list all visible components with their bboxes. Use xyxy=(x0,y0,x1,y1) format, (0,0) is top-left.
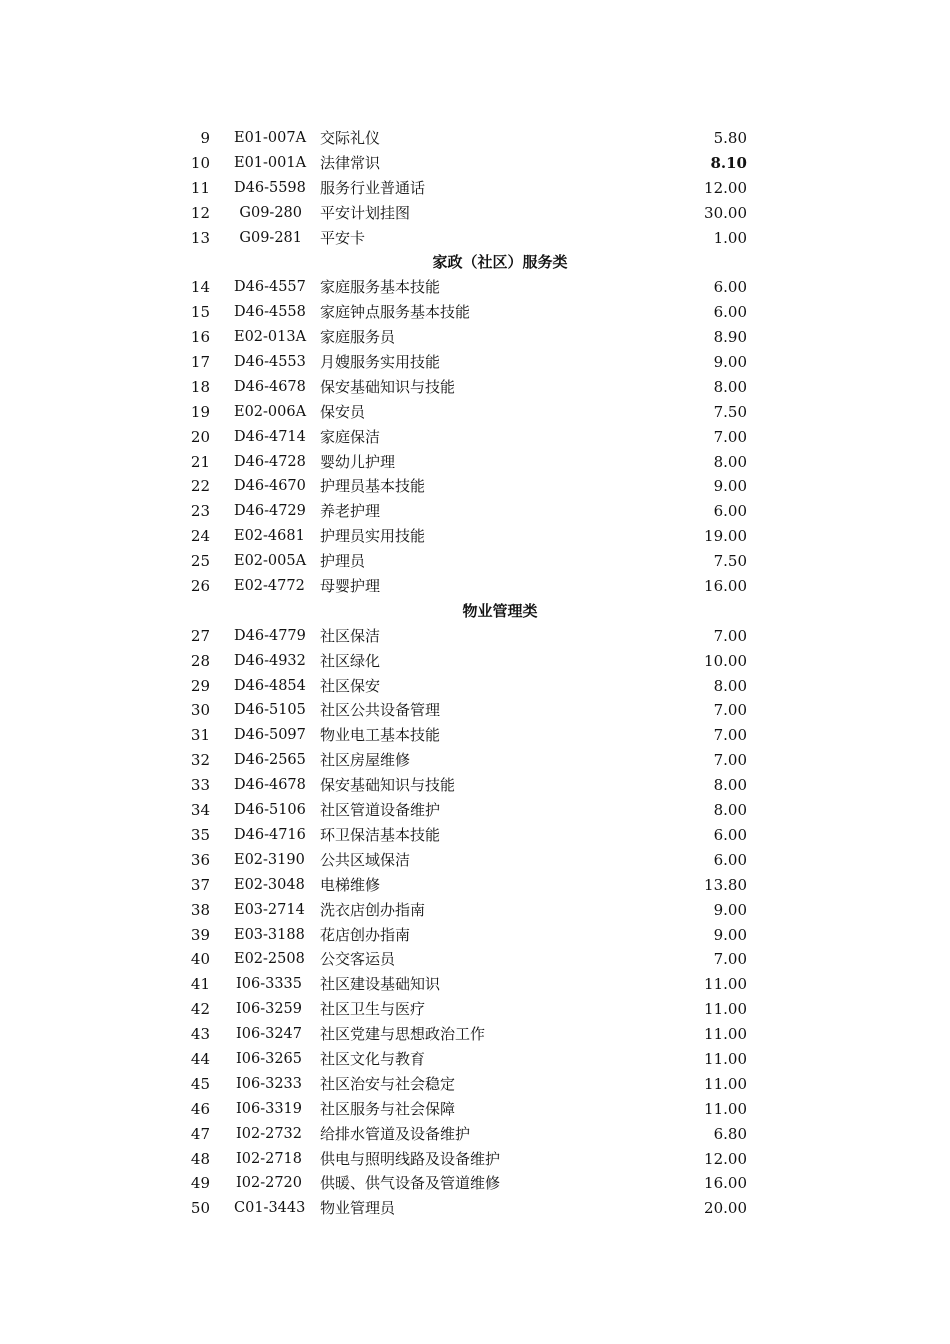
book-code: G09-280 xyxy=(239,204,302,221)
table-row xyxy=(0,325,950,350)
book-price: 7.50 xyxy=(713,552,747,571)
book-title: 平安计划挂图 xyxy=(320,203,411,222)
row-number: 47 xyxy=(190,1124,210,1143)
section-heading-row xyxy=(0,599,950,624)
book-code: I06-3319 xyxy=(236,1100,302,1117)
row-number: 18 xyxy=(190,377,210,396)
book-title: 电梯维修 xyxy=(320,875,381,894)
book-title: 洗衣店创办指南 xyxy=(320,900,426,919)
book-code: I06-3247 xyxy=(236,1026,302,1043)
table-row xyxy=(0,375,950,400)
book-code: D46-4557 xyxy=(234,279,306,296)
book-title: 月嫂服务实用技能 xyxy=(320,353,441,372)
row-number: 38 xyxy=(190,900,210,919)
book-price: 8.00 xyxy=(713,776,747,795)
book-price: 6.00 xyxy=(713,303,747,322)
book-price: 9.00 xyxy=(713,353,747,372)
book-code: E01-001A xyxy=(234,154,307,171)
book-code: D46-4558 xyxy=(234,304,306,321)
table-row xyxy=(0,350,950,375)
table-row xyxy=(0,873,950,898)
book-price: 7.00 xyxy=(713,626,747,645)
book-price: 6.00 xyxy=(713,825,747,844)
table-row xyxy=(0,1196,950,1221)
book-title: 社区保洁 xyxy=(320,626,381,645)
row-number: 22 xyxy=(190,477,210,496)
row-number: 41 xyxy=(190,975,210,994)
table-row xyxy=(0,972,950,997)
table-row xyxy=(0,1072,950,1097)
row-number: 48 xyxy=(190,1149,210,1168)
row-number: 39 xyxy=(190,925,210,944)
table-row xyxy=(0,624,950,649)
row-number: 20 xyxy=(190,427,210,446)
book-code: D46-5598 xyxy=(234,179,306,196)
book-title: 物业管理员 xyxy=(320,1199,396,1218)
book-code: D46-5097 xyxy=(234,727,306,744)
row-number: 30 xyxy=(190,701,210,720)
row-number: 45 xyxy=(190,1074,210,1093)
table-row xyxy=(0,151,950,176)
book-price: 12.00 xyxy=(704,1149,747,1168)
book-price: 10.00 xyxy=(704,651,747,670)
table-row xyxy=(0,923,950,948)
book-price: 7.00 xyxy=(713,726,747,745)
book-price: 6.80 xyxy=(713,1124,747,1143)
row-number: 36 xyxy=(190,850,210,869)
book-title: 服务行业普通话 xyxy=(320,178,426,197)
row-number: 29 xyxy=(190,676,210,695)
book-title: 家庭服务基本技能 xyxy=(320,278,441,297)
book-title: 护理员 xyxy=(320,552,366,571)
row-number: 13 xyxy=(190,228,210,247)
book-price: 7.50 xyxy=(713,402,747,421)
book-price: 12.00 xyxy=(704,178,747,197)
table-row xyxy=(0,126,950,151)
section-title: 物业管理类 xyxy=(462,601,538,620)
book-price: 7.00 xyxy=(713,751,747,770)
row-number: 42 xyxy=(190,1000,210,1019)
book-title: 护理员实用技能 xyxy=(320,527,426,546)
book-code: D46-4670 xyxy=(234,478,306,495)
book-code: D46-4728 xyxy=(234,453,306,470)
row-number: 50 xyxy=(190,1199,210,1218)
table-row xyxy=(0,499,950,524)
book-code: I02-2720 xyxy=(236,1175,302,1192)
row-number: 35 xyxy=(190,825,210,844)
table-row xyxy=(0,947,950,972)
table-row xyxy=(0,226,950,251)
table-row xyxy=(0,474,950,499)
table-row xyxy=(0,798,950,823)
book-code: I06-3233 xyxy=(236,1075,302,1092)
row-number: 32 xyxy=(190,751,210,770)
row-number: 16 xyxy=(190,328,210,347)
book-title: 供暖、供气设备及管道维修 xyxy=(320,1174,501,1193)
row-number: 9 xyxy=(200,129,210,147)
row-number: 15 xyxy=(190,303,210,322)
book-title: 社区治安与社会稳定 xyxy=(320,1074,456,1093)
book-code: I06-3335 xyxy=(236,976,302,993)
book-price: 1.00 xyxy=(713,228,747,247)
row-number: 28 xyxy=(190,651,210,670)
book-code: E03-3188 xyxy=(234,926,305,943)
book-price: 11.00 xyxy=(704,1099,747,1118)
book-price: 6.00 xyxy=(713,502,747,521)
table-row xyxy=(0,425,950,450)
row-number: 17 xyxy=(190,353,210,372)
book-title: 社区建设基础知识 xyxy=(320,975,441,994)
row-number: 26 xyxy=(190,577,210,596)
book-code: E02-4681 xyxy=(234,528,305,545)
book-title: 养老护理 xyxy=(320,502,381,521)
row-number: 10 xyxy=(190,153,210,172)
row-number: 14 xyxy=(190,278,210,297)
table-row xyxy=(0,773,950,798)
book-code: E02-006A xyxy=(234,403,307,420)
table-row xyxy=(0,698,950,723)
row-number: 33 xyxy=(190,776,210,795)
table-row xyxy=(0,898,950,923)
book-code: I02-2718 xyxy=(236,1150,302,1167)
book-price: 8.00 xyxy=(713,377,747,396)
book-title: 护理员基本技能 xyxy=(320,477,426,496)
book-code: D46-4714 xyxy=(234,428,306,445)
table-row xyxy=(0,997,950,1022)
row-number: 44 xyxy=(190,1049,210,1068)
row-number: 37 xyxy=(190,875,210,894)
book-code: D46-5106 xyxy=(234,802,306,819)
book-price: 7.00 xyxy=(713,427,747,446)
book-price: 16.00 xyxy=(704,577,747,596)
book-price: 20.00 xyxy=(704,1199,747,1218)
book-price: 13.80 xyxy=(704,875,747,894)
book-title: 环卫保洁基本技能 xyxy=(320,825,441,844)
book-code: G09-281 xyxy=(239,229,302,246)
book-price: 8.00 xyxy=(713,452,747,471)
book-title: 社区公共设备管理 xyxy=(320,701,441,720)
book-title: 公共区域保洁 xyxy=(320,850,411,869)
table-row xyxy=(0,1047,950,1072)
row-number: 12 xyxy=(190,203,210,222)
table-row xyxy=(0,1147,950,1172)
book-title: 供电与照明线路及设备维护 xyxy=(320,1149,501,1168)
book-price: 19.00 xyxy=(704,527,747,546)
book-title: 给排水管道及设备维护 xyxy=(320,1124,471,1143)
book-title: 社区保安 xyxy=(320,676,381,695)
row-number: 31 xyxy=(190,726,210,745)
row-number: 34 xyxy=(190,801,210,820)
book-code: D46-2565 xyxy=(234,752,306,769)
book-title: 社区卫生与医疗 xyxy=(320,1000,426,1019)
book-code: I02-2732 xyxy=(236,1125,302,1142)
table-row xyxy=(0,649,950,674)
book-price: 11.00 xyxy=(704,1074,747,1093)
book-price: 6.00 xyxy=(713,278,747,297)
book-price: 7.00 xyxy=(713,701,747,720)
book-code: I06-3265 xyxy=(236,1050,302,1067)
book-title: 社区服务与社会保障 xyxy=(320,1099,456,1118)
book-title: 家庭保洁 xyxy=(320,427,381,446)
book-code: D46-4854 xyxy=(234,677,306,694)
table-row xyxy=(0,1097,950,1122)
book-price: 7.00 xyxy=(713,950,747,969)
book-title: 保安员 xyxy=(320,402,366,421)
book-title: 交际礼仪 xyxy=(320,129,381,147)
book-code: E03-2714 xyxy=(234,901,305,918)
price-list-table xyxy=(0,126,950,1221)
book-title: 社区管道设备维护 xyxy=(320,801,441,820)
book-title: 物业电工基本技能 xyxy=(320,726,441,745)
table-row xyxy=(0,1022,950,1047)
row-number: 25 xyxy=(190,552,210,571)
book-code: D46-4678 xyxy=(234,378,306,395)
row-number: 27 xyxy=(190,626,210,645)
book-code: D46-5105 xyxy=(234,702,306,719)
row-number: 11 xyxy=(190,178,210,197)
row-number: 49 xyxy=(190,1174,210,1193)
table-row xyxy=(0,574,950,599)
book-code: D46-4932 xyxy=(234,652,306,669)
row-number: 43 xyxy=(190,1025,210,1044)
book-code: E02-3190 xyxy=(234,851,305,868)
table-row xyxy=(0,549,950,574)
table-row xyxy=(0,674,950,699)
table-row xyxy=(0,823,950,848)
book-price: 9.00 xyxy=(713,900,747,919)
book-code: E02-3048 xyxy=(234,876,305,893)
book-price: 11.00 xyxy=(704,1000,747,1019)
book-price: 8.00 xyxy=(713,676,747,695)
book-price: 9.00 xyxy=(713,925,747,944)
section-title: 家政（社区）服务类 xyxy=(432,253,568,272)
book-title: 母婴护理 xyxy=(320,577,381,596)
table-row xyxy=(0,848,950,873)
row-number: 21 xyxy=(190,452,210,471)
book-title: 家庭服务员 xyxy=(320,328,396,347)
table-row xyxy=(0,176,950,201)
table-row xyxy=(0,275,950,300)
table-row xyxy=(0,723,950,748)
book-title: 平安卡 xyxy=(320,228,366,247)
book-price: 6.00 xyxy=(713,850,747,869)
table-row xyxy=(0,524,950,549)
book-code: E02-013A xyxy=(234,329,307,346)
book-price: 11.00 xyxy=(704,975,747,994)
book-price: 11.00 xyxy=(704,1025,747,1044)
book-price: 30.00 xyxy=(704,203,747,222)
book-title: 公交客运员 xyxy=(320,950,396,969)
table-row xyxy=(0,400,950,425)
book-code: C01-3443 xyxy=(234,1200,306,1217)
book-code: D46-4779 xyxy=(234,627,306,644)
table-row xyxy=(0,201,950,226)
book-title: 花店创办指南 xyxy=(320,925,411,944)
book-code: D46-4716 xyxy=(234,826,306,843)
book-price: 11.00 xyxy=(704,1049,747,1068)
row-number: 40 xyxy=(190,950,210,969)
row-number: 46 xyxy=(190,1099,210,1118)
book-code: E02-2508 xyxy=(234,951,305,968)
book-code: E02-4772 xyxy=(234,578,305,595)
book-title: 社区绿化 xyxy=(320,651,381,670)
book-code: E01-007A xyxy=(234,130,307,146)
table-row xyxy=(0,1122,950,1147)
book-title: 保安基础知识与技能 xyxy=(320,776,456,795)
book-price: 8.90 xyxy=(713,328,747,347)
book-title: 保安基础知识与技能 xyxy=(320,377,456,396)
book-title: 法律常识 xyxy=(320,153,381,172)
table-row xyxy=(0,748,950,773)
book-code: D46-4553 xyxy=(234,354,306,371)
book-price: 16.00 xyxy=(704,1174,747,1193)
section-heading-row xyxy=(0,250,950,275)
book-price: 5.80 xyxy=(713,129,747,147)
table-row xyxy=(0,300,950,325)
book-code: D46-4678 xyxy=(234,777,306,794)
book-title: 家庭钟点服务基本技能 xyxy=(320,303,471,322)
book-code: E02-005A xyxy=(234,553,307,570)
row-number: 24 xyxy=(190,527,210,546)
book-code: I06-3259 xyxy=(236,1001,302,1018)
book-price: 9.00 xyxy=(713,477,747,496)
book-price: 8.10 xyxy=(710,153,747,172)
book-price: 8.00 xyxy=(713,801,747,820)
table-row xyxy=(0,1171,950,1196)
row-number: 23 xyxy=(190,502,210,521)
book-title: 社区房屋维修 xyxy=(320,751,411,770)
book-title: 社区文化与教育 xyxy=(320,1049,426,1068)
row-number: 19 xyxy=(190,402,210,421)
book-code: D46-4729 xyxy=(234,503,306,520)
table-row xyxy=(0,450,950,475)
book-title: 婴幼儿护理 xyxy=(320,452,396,471)
book-title: 社区党建与思想政治工作 xyxy=(320,1025,486,1044)
